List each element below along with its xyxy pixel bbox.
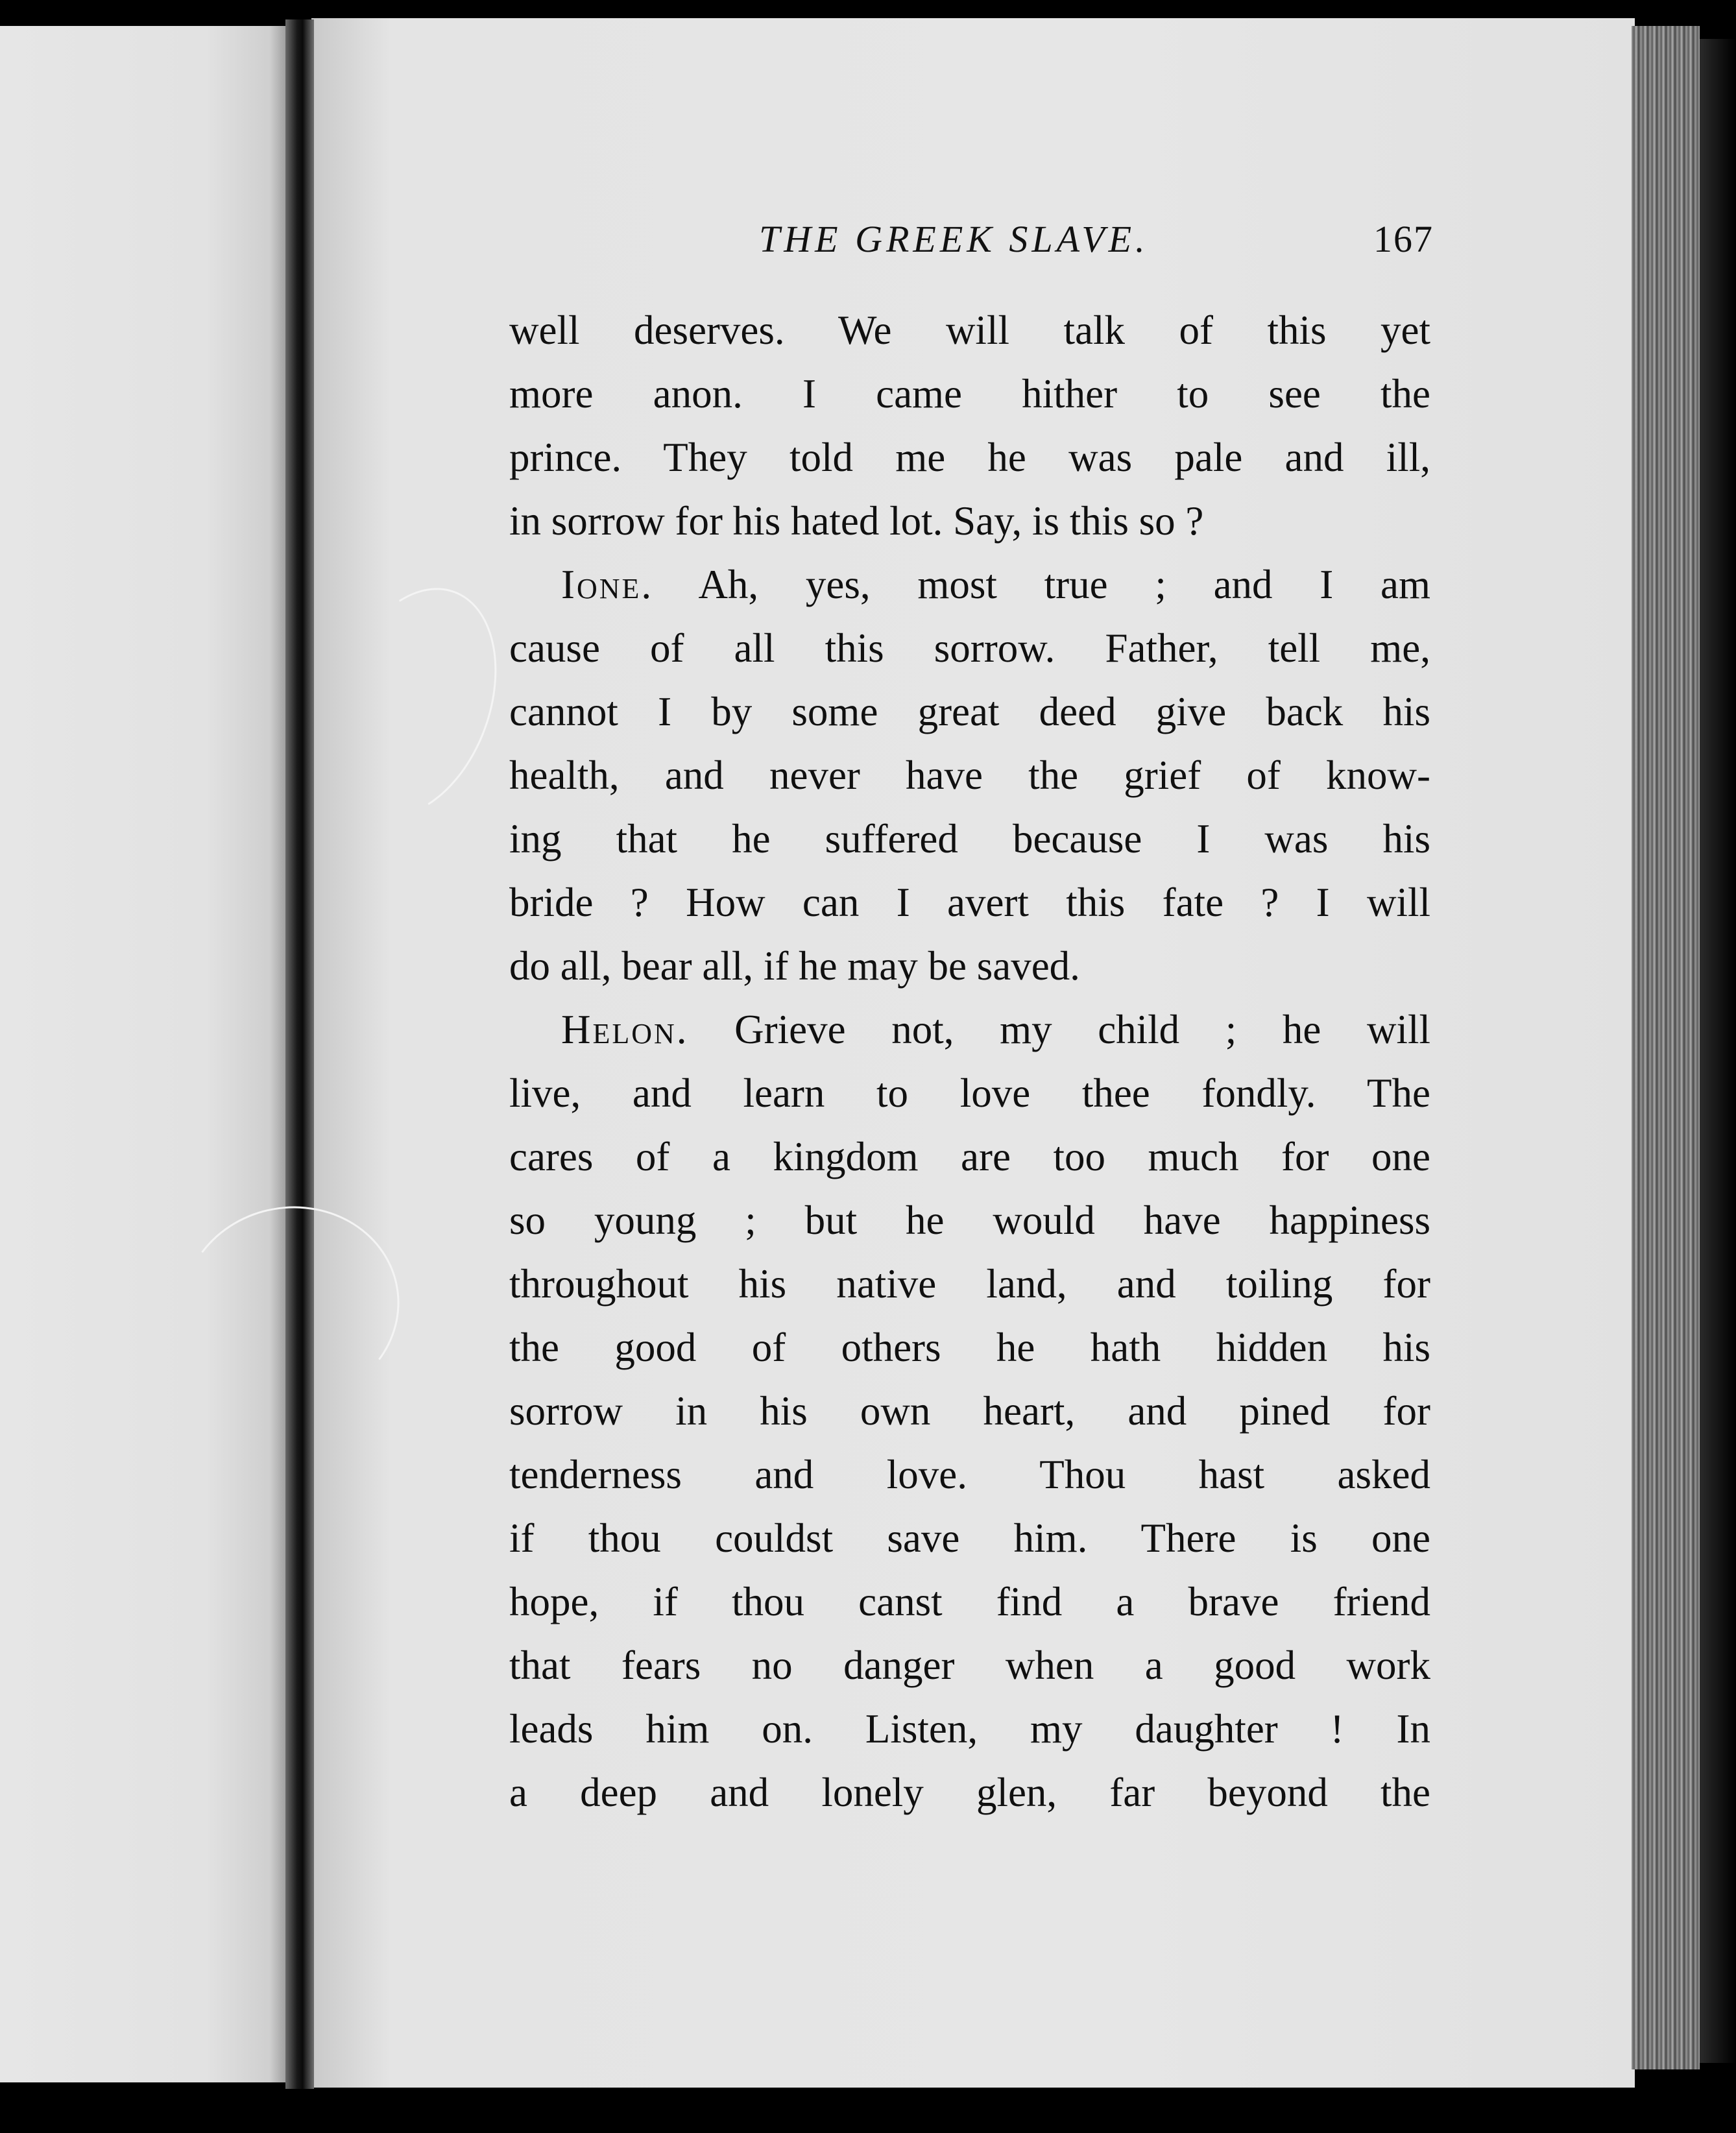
speech-line-helon bbox=[509, 998, 1430, 1061]
left-page bbox=[0, 26, 293, 2082]
text-line: sorrow in his own heart, and pined for bbox=[509, 1388, 1430, 1434]
book-edge-shadow bbox=[1700, 39, 1736, 2063]
text-line: cause of all this sorrow. Father, tell me, bbox=[509, 625, 1430, 671]
running-title: THE GREEK SLAVE. bbox=[759, 218, 1149, 260]
text-line: do all, bear all, if he may be saved. bbox=[509, 943, 1080, 989]
text-line: the good of others he hath hidden his bbox=[509, 1325, 1430, 1370]
text-line: if thou couldst save him. There is one bbox=[509, 1515, 1430, 1561]
text-line: hope, if thou canst find a brave friend bbox=[509, 1579, 1430, 1624]
text-line: throughout his native land, and toiling for bbox=[509, 1261, 1430, 1307]
speaker-name: Helon. bbox=[561, 1007, 689, 1052]
text-line: well deserves. We will talk of this yet bbox=[509, 307, 1430, 353]
text-line: ing that he suffered because I was his bbox=[509, 816, 1430, 862]
text-line: cannot I by some great deed give back his bbox=[509, 689, 1430, 734]
text-line: that fears no danger when a good work bbox=[509, 1643, 1430, 1688]
running-header bbox=[759, 217, 1434, 269]
text-line: in sorrow for his hated lot. Say, is this so ? bbox=[509, 498, 1204, 544]
text-line: more anon. I came hither to see the bbox=[509, 371, 1430, 416]
book-gutter bbox=[285, 19, 314, 2089]
text-line: tenderness and love. Thou hast asked bbox=[509, 1452, 1430, 1497]
text-line: live, and learn to love thee fondly. The bbox=[509, 1070, 1430, 1116]
text-line: cares of a kingdom are too much for one bbox=[509, 1134, 1430, 1179]
text-line: prince. They told me he was pale and ill, bbox=[509, 435, 1430, 480]
page-number: 167 bbox=[1373, 218, 1434, 260]
text-line: leads him on. Listen, my daughter ! In bbox=[509, 1706, 1430, 1752]
text-line: health, and never have the grief of know- bbox=[509, 753, 1430, 798]
speech-line-ione bbox=[509, 553, 1430, 616]
speech-text: Ah, yes, most true ; and I am bbox=[653, 562, 1430, 607]
text-line: a deep and lonely glen, far beyond the bbox=[509, 1770, 1430, 1815]
text-line: bride ? How can I avert this fate ? I will bbox=[509, 880, 1430, 925]
speaker-name: Ione. bbox=[561, 562, 654, 607]
page-body bbox=[509, 298, 1430, 1824]
page-edges bbox=[1632, 26, 1700, 2069]
speech-text: Grieve not, my child ; he will bbox=[688, 1007, 1430, 1052]
text-line: so young ; but he would have happiness bbox=[509, 1198, 1430, 1243]
